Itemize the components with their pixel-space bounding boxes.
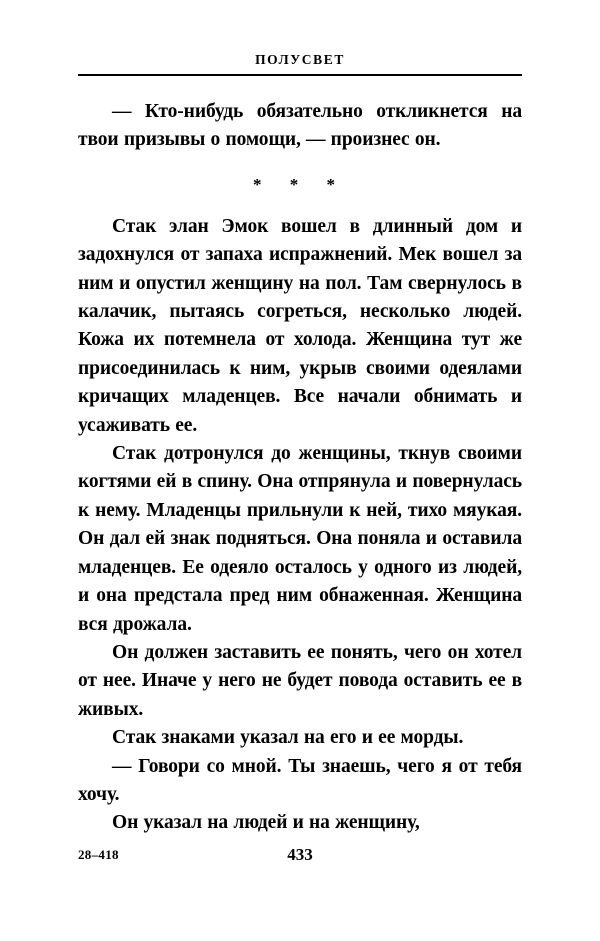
running-head: ПОЛУСВЕТ — [255, 52, 345, 67]
page-footer — [0, 845, 600, 875]
paragraph-5: — Говори со мной. Ты знаешь, чего я от тебя хочу. — [78, 755, 522, 805]
paragraph-3: Он должен заставить ее понять, чего он хотел от нее. Иначе у него не будет повода оставить ее в живых. — [78, 641, 522, 720]
paragraph-4: Стак знаками указал на его и ее морды. — [112, 727, 464, 749]
paragraph-1: Стак элан Эмок вошел в длинный дом и задохнулся от запаха испражнений. Мек вошел за ним и опустил женщину на пол. Там свернулось в калачик, пытаясь согреться, несколько людей. Кожа их потемнела от холода. Женщина тут же присоединилась к ним, укрыв своими одеялами кричащих младенцев. Все начали обнимать и усаживать ее. — [78, 215, 522, 436]
page-content — [78, 52, 522, 838]
signature-mark: 28–418 — [78, 847, 119, 862]
paragraph-intro: — Кто-нибудь обязательно откликнется на твои призывы о помощи, — произнес он. — [78, 101, 522, 151]
paragraph-6: Он указал на людей и на женщину, — [112, 812, 420, 834]
header-rule — [78, 74, 522, 76]
paragraph-2: Стак дотронулся до женщины, ткнув своими когтями ей в спину. Она отпрянула и повернулась к нему. Младенцы прильнули к ней, тихо мяукая. Он дал ей знак подняться. Она поняла и оставила младенцев. Ее одеяло осталось у одного из людей, и она предстала пред ним обнаженная. Женщина вся дрожала. — [78, 443, 522, 635]
section-divider: * * * — [253, 174, 347, 194]
page-number: 433 — [287, 845, 313, 864]
